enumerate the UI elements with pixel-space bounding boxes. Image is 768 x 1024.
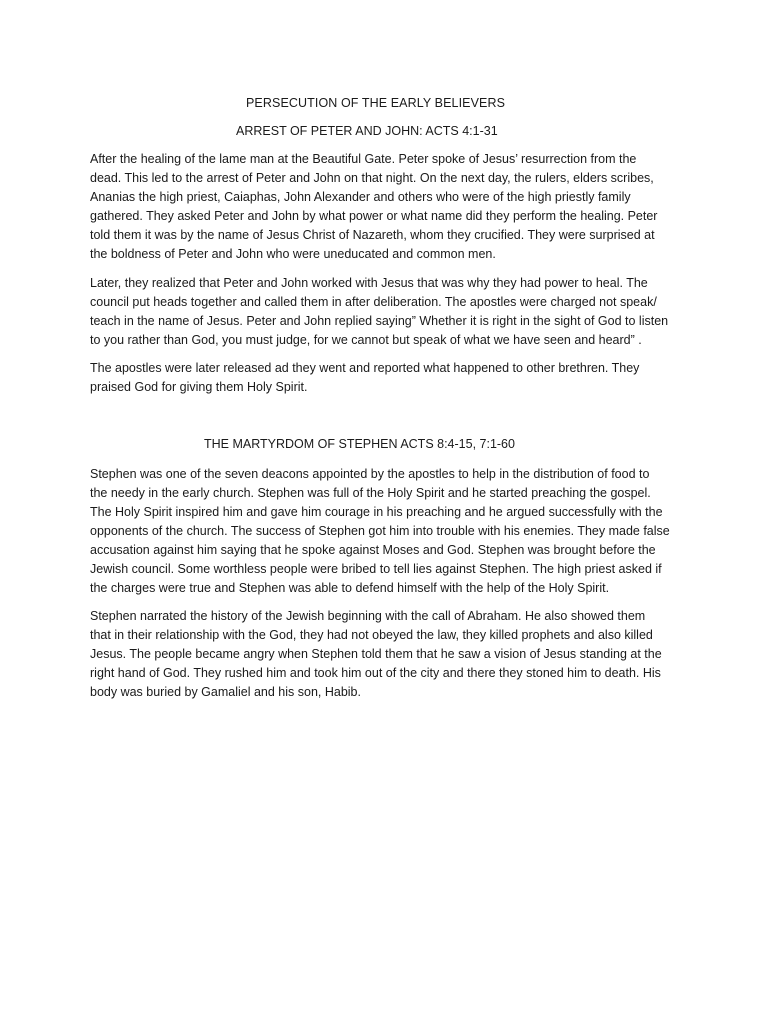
paragraph-line: dead. This led to the arrest of Peter and John on that night. On the next day, the rulers, elders scribes, <box>90 171 654 185</box>
paragraph-line: that in their relationship with the God, they had not obeyed the law, they killed prophets and also killed <box>90 628 653 642</box>
section-heading-arrest: ARREST OF PETER AND JOHN: ACTS 4:1-31 <box>236 124 498 138</box>
paragraph-line: opponents of the church. The success of Stephen got him into trouble with his enemies. They made false <box>90 524 670 538</box>
paragraph <box>90 607 690 702</box>
paragraph-line: teach in the name of Jesus. Peter and John replied saying” Whether it is right in the sight of God to listen <box>90 314 669 328</box>
paragraph <box>90 274 690 350</box>
paragraph-line: Ananias the high priest, Caiaphas, John Alexander and others who were of the high priestly family <box>90 190 631 204</box>
paragraph-line: praised God for giving them Holy Spirit. <box>90 380 308 394</box>
paragraph-line: The apostles were later released ad they went and reported what happened to other brethren. They <box>90 361 640 375</box>
paragraph-line: told them it was by the name of Jesus Christ of Nazareth, whom they crucified. They were surprised at <box>90 228 655 242</box>
paragraph-line: right hand of God. They rushed him and took him out of the city and there they stoned him to death. His <box>90 666 661 680</box>
paragraph-line: gathered. They asked Peter and John by what power or what name did they perform the healing. Peter <box>90 209 658 223</box>
paragraph-line: accusation against him saying that he spoke against Moses and God. Stephen was brought before the <box>90 543 656 557</box>
paragraph-line: After the healing of the lame man at the Beautiful Gate. Peter spoke of Jesus’ resurrection from the <box>90 152 637 166</box>
paragraph-line: The Holy Spirit inspired him and gave him courage in his preaching and he argued successfully with the <box>90 505 663 519</box>
paragraph <box>90 150 690 264</box>
paragraph-line: Stephen was one of the seven deacons appointed by the apostles to help in the distribution of food to <box>90 467 650 481</box>
paragraph-line: Jewish council. Some worthless people were bribed to tell lies against Stephen. The high priest asked if <box>90 562 662 576</box>
paragraph <box>90 359 690 397</box>
paragraph-line: Jesus. The people became angry when Stephen told them that he saw a vision of Jesus standing at the <box>90 647 662 661</box>
section-heading-martyrdom: THE MARTYRDOM OF STEPHEN ACTS 8:4-15, 7:1-60 <box>204 437 515 451</box>
paragraph-line: to you rather than God, you must judge, for we cannot but speak of what we have seen and heard” . <box>90 333 642 347</box>
paragraph-line: the charges were true and Stephen was able to defend himself with the help of the Holy Spirit. <box>90 581 610 595</box>
paragraph-line: Later, they realized that Peter and John worked with Jesus that was why they had power to heal. The <box>90 276 648 290</box>
paragraph-line: the boldness of Peter and John who were uneducated and common men. <box>90 247 496 261</box>
paragraph-line: the needy in the early church. Stephen was full of the Holy Spirit and he started preaching the gospel. <box>90 486 651 500</box>
paragraph <box>90 465 690 598</box>
paragraph-line: Stephen narrated the history of the Jewish beginning with the call of Abraham. He also showed them <box>90 609 646 623</box>
document-title: PERSECUTION OF THE EARLY BELIEVERS <box>246 96 506 110</box>
paragraph-line: body was buried by Gamaliel and his son, Habib. <box>90 685 361 699</box>
paragraph-line: council put heads together and called them in after deliberation. The apostles were charged not speak/ <box>90 295 657 309</box>
